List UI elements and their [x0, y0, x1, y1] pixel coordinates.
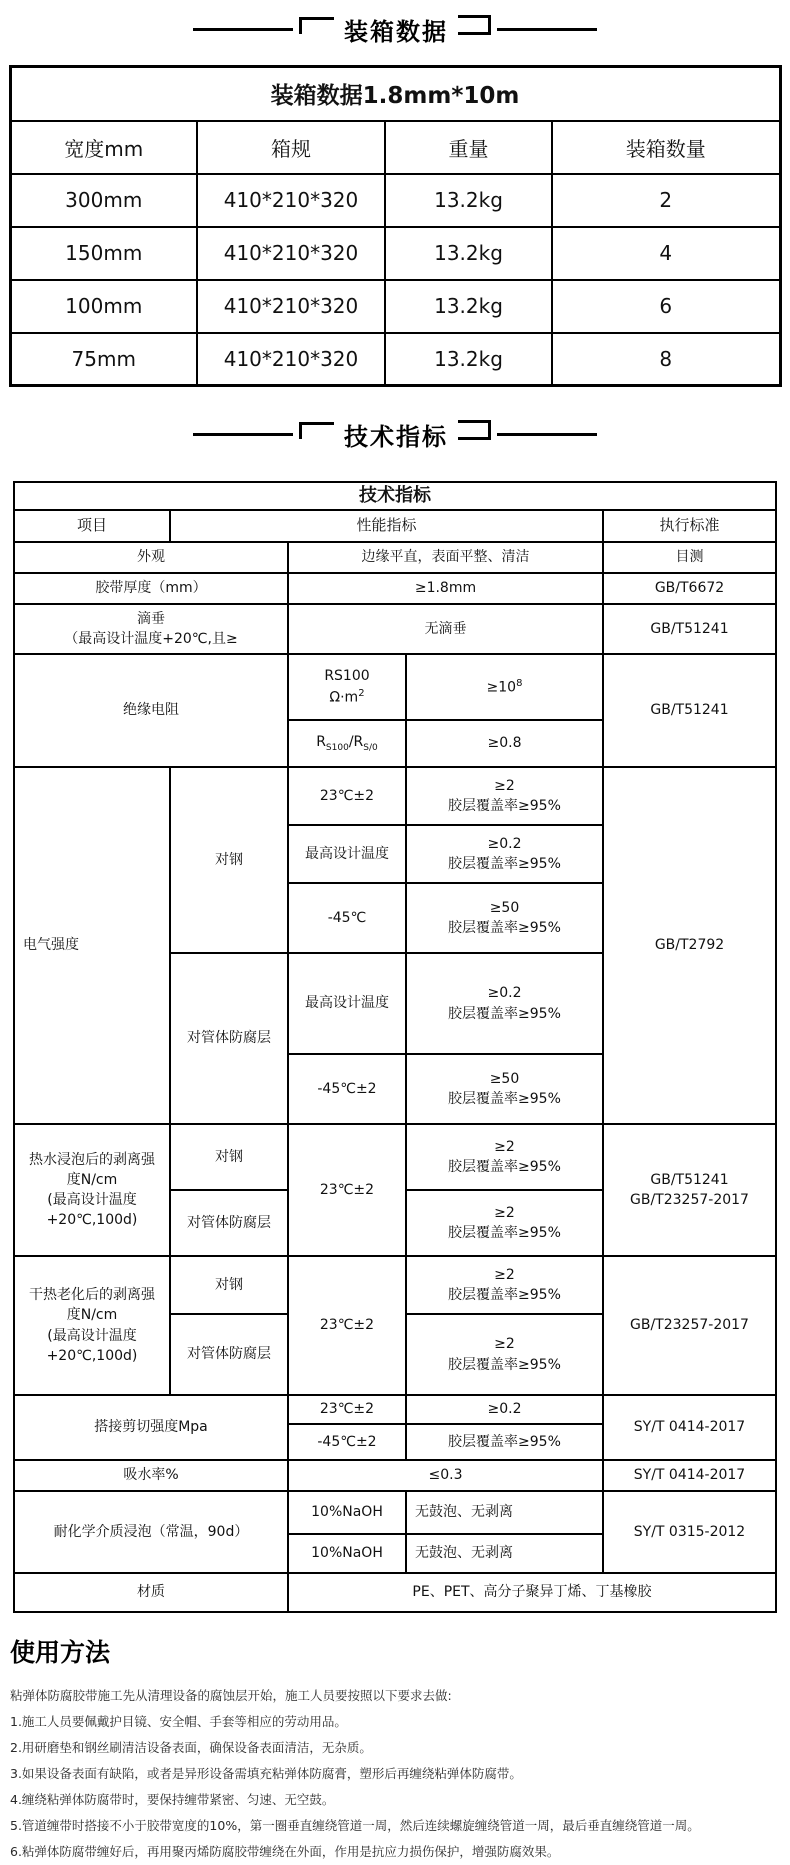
cell-dryheat-coating: 对管体防腐层	[170, 1314, 288, 1395]
usage-step: 2.用研磨垫和钢丝刷清洁设备表面，确保设备表面清洁，无杂质。	[10, 1740, 372, 1756]
cell-weight: 13.2kg	[385, 227, 552, 280]
cell-hotwater-label: 热水浸泡后的剥离强 度N/cm (最高设计温度 +20℃,100d)	[14, 1124, 170, 1256]
cell-hotwater-std: GB/T51241 GB/T23257-2017	[603, 1124, 776, 1256]
cell-chemical-label: 耐化学介质浸泡（常温，90d）	[14, 1491, 288, 1573]
cell-dryheat-value: ≥2 胶层覆盖率≥95%	[406, 1314, 603, 1395]
usage-step: 1.施工人员要佩戴护目镜、安全帽、手套等相应的劳动用品。	[10, 1714, 347, 1730]
cell-chemical-std: SY/T 0315-2012	[603, 1491, 776, 1573]
table-row	[10, 227, 780, 280]
cell-hotwater-value: ≥2 胶层覆盖率≥95%	[406, 1190, 603, 1256]
packing-table	[9, 65, 782, 387]
cell-chemical-value: 无鼓泡、无剥离	[406, 1534, 603, 1573]
cell-appearance-value: 边缘平直，表面平整、清洁	[288, 542, 603, 573]
bracket-right-icon	[458, 15, 491, 35]
cell-hotwater-cond: 23℃±2	[288, 1124, 406, 1256]
cell-electric-coating: 对管体防腐层	[170, 953, 288, 1124]
cell-box-spec: 410*210*320	[197, 280, 385, 333]
row-material	[14, 1573, 776, 1612]
packing-title-row	[10, 67, 780, 121]
cell-qty: 6	[552, 280, 780, 333]
packing-table-title: 装箱数据1.8mm*10m	[10, 67, 780, 121]
usage-step: 6.粘弹体防腐带缠好后，再用聚丙烯防腐胶带缠绕在外面，作用是抗应力损伤保护，增强防腐效果。	[10, 1844, 560, 1860]
decorative-line	[193, 28, 293, 31]
col-header-performance: 性能指标	[170, 510, 603, 542]
cell-appearance-std: 目测	[603, 542, 776, 573]
usage-step: 3.如果设备表面有缺陷，或者是异形设备需填充粘弹体防腐膏，塑形后再缠绕粘弹体防腐带。	[10, 1766, 522, 1782]
cell-thickness-std: GB/T6672	[603, 573, 776, 604]
cell-electric-cond: 最高设计温度	[288, 825, 406, 883]
cell-shear-cond: 23℃±2	[288, 1395, 406, 1424]
cell-electric-value: ≥50 胶层覆盖率≥95%	[406, 1054, 603, 1124]
decorative-line	[193, 433, 293, 436]
cell-qty: 8	[552, 333, 780, 386]
row-thickness	[14, 573, 776, 604]
cell-shear-std: SY/T 0414-2017	[603, 1395, 776, 1460]
cell-hotwater-steel: 对钢	[170, 1124, 288, 1190]
col-header-standard: 执行标准	[603, 510, 776, 542]
section-header-packing	[0, 0, 790, 52]
cell-width: 150mm	[10, 227, 197, 280]
cell-hotwater-value: ≥2 胶层覆盖率≥95%	[406, 1124, 603, 1190]
cell-box-spec: 410*210*320	[197, 227, 385, 280]
cell-chemical-value: 无鼓泡、无剥离	[406, 1491, 603, 1534]
packing-header-row	[10, 121, 780, 174]
table-row	[10, 333, 780, 386]
col-header-item: 项目	[14, 510, 170, 542]
decorative-line	[497, 28, 597, 31]
cell-dryheat-std: GB/T23257-2017	[603, 1256, 776, 1395]
tech-table-title: 技术指标	[14, 482, 776, 510]
cell-insulation-cond1	[288, 654, 406, 720]
cell-qty: 2	[552, 174, 780, 227]
row-absorption	[14, 1460, 776, 1491]
bracket-right-icon	[458, 420, 491, 440]
cell-electric-value: ≥50 胶层覆盖率≥95%	[406, 883, 603, 953]
bracket-left-icon	[299, 17, 334, 34]
cell-absorption-label: 吸水率%	[14, 1460, 288, 1491]
col-header-weight: 重量	[385, 121, 552, 174]
cell-insulation-label: 绝缘电阻	[14, 654, 288, 767]
cell-electric-cond: 最高设计温度	[288, 953, 406, 1054]
row-shear-1	[14, 1395, 776, 1424]
cell-sag-label	[14, 604, 288, 654]
cell-electric-value: ≥0.2 胶层覆盖率≥95%	[406, 953, 603, 1054]
cell-insulation-val2: ≥0.8	[406, 720, 603, 767]
cell-width: 100mm	[10, 280, 197, 333]
cell-absorption-std: SY/T 0414-2017	[603, 1460, 776, 1491]
sag-label-line2: （最高设计温度+20℃,且≥	[64, 631, 238, 648]
cell-weight: 13.2kg	[385, 280, 552, 333]
cell-insulation-cond2: $R_{S100}/R_{S/0}$	[288, 720, 406, 767]
cell-electric-steel: 对钢	[170, 767, 288, 953]
cell-thickness-label: 胶带厚度（mm）	[14, 573, 288, 604]
cell-thickness-value: ≥1.8mm	[288, 573, 603, 604]
row-sag	[14, 604, 776, 654]
cell-width: 300mm	[10, 174, 197, 227]
cell-electric-cond: -45℃±2	[288, 1054, 406, 1124]
cell-shear-value: ≥0.2	[406, 1395, 603, 1424]
cell-shear-label: 搭接剪切强度Mpa	[14, 1395, 288, 1460]
col-header-box-spec: 箱规	[197, 121, 385, 174]
cell-appearance-label: 外观	[14, 542, 288, 573]
cell-box-spec: 410*210*320	[197, 333, 385, 386]
cell-dryheat-steel: 对钢	[170, 1256, 288, 1314]
cell-width: 75mm	[10, 333, 197, 386]
usage-heading: 使用方法	[10, 1638, 111, 1668]
cell-electric-std: GB/T2792	[603, 767, 776, 1124]
cell-qty: 4	[552, 227, 780, 280]
cell-shear-value: 胶层覆盖率≥95%	[406, 1424, 603, 1460]
section-header-tech	[0, 411, 790, 457]
cell-chemical-cond: 10%NaOH	[288, 1491, 406, 1534]
cell-dryheat-label: 干热老化后的剥离强 度N/cm (最高设计温度 +20℃,100d)	[14, 1256, 170, 1395]
decorative-line	[497, 433, 597, 436]
cell-sag-std: GB/T51241	[603, 604, 776, 654]
cell-electric-label: 电气强度	[14, 767, 170, 1124]
cell-insulation-val1: $\ge 10^8$	[406, 654, 603, 720]
cell-weight: 13.2kg	[385, 174, 552, 227]
cell-box-spec: 410*210*320	[197, 174, 385, 227]
usage-step: 5.管道缠带时搭接不小于胶带宽度的10%，第一圈垂直缠绕管道一周，然后连续螺旋缠绕管道一周，最后垂直缠绕管道一周。	[10, 1818, 700, 1834]
tech-title-row	[14, 482, 776, 510]
cell-absorption-value: ≤0.3	[288, 1460, 603, 1491]
col-header-width: 宽度mm	[10, 121, 197, 174]
cell-weight: 13.2kg	[385, 333, 552, 386]
cell-sag-value: 无滴垂	[288, 604, 603, 654]
cell-electric-value: ≥2 胶层覆盖率≥95%	[406, 767, 603, 825]
cell-electric-cond: -45℃	[288, 883, 406, 953]
cell-material-label: 材质	[14, 1573, 288, 1612]
sag-label-line1: 滴垂	[136, 610, 165, 627]
col-header-qty: 装箱数量	[552, 121, 780, 174]
usage-section	[10, 1633, 778, 1865]
bracket-left-icon	[299, 422, 334, 439]
row-chemical-1	[14, 1491, 776, 1534]
cell-insulation-std: GB/T51241	[603, 654, 776, 767]
packing-section-title: 装箱数据	[344, 17, 448, 46]
cell-dryheat-value: ≥2 胶层覆盖率≥95%	[406, 1256, 603, 1314]
row-insulation-1	[14, 654, 776, 720]
cell-hotwater-coating: 对管体防腐层	[170, 1190, 288, 1256]
insulation-cond1-line1: RS100	[324, 668, 370, 685]
row-dryheat-1	[14, 1256, 776, 1314]
usage-step: 4.缠绕粘弹体防腐带时，要保持缠带紧密、匀速、无空鼓。	[10, 1792, 335, 1808]
insulation-cond1-line2: $\Omega\cdot m^2$	[329, 687, 365, 706]
usage-intro: 粘弹体防腐胶带施工先从清理设备的腐蚀层开始，施工人员要按照以下要求去做:	[10, 1688, 452, 1704]
table-row	[10, 174, 780, 227]
cell-chemical-cond: 10%NaOH	[288, 1534, 406, 1573]
tech-section-title: 技术指标	[344, 422, 448, 451]
row-hotwater-1	[14, 1124, 776, 1190]
cell-material-value: PE、PET、高分子聚异丁烯、丁基橡胶	[288, 1573, 776, 1612]
cell-electric-cond: 23℃±2	[288, 767, 406, 825]
cell-shear-cond: -45℃±2	[288, 1424, 406, 1460]
tech-header-row	[14, 510, 776, 542]
table-row	[10, 280, 780, 333]
row-electric-1	[14, 767, 776, 825]
cell-electric-value: ≥0.2 胶层覆盖率≥95%	[406, 825, 603, 883]
row-appearance	[14, 542, 776, 573]
tech-table	[13, 481, 777, 1613]
cell-dryheat-cond: 23℃±2	[288, 1256, 406, 1395]
